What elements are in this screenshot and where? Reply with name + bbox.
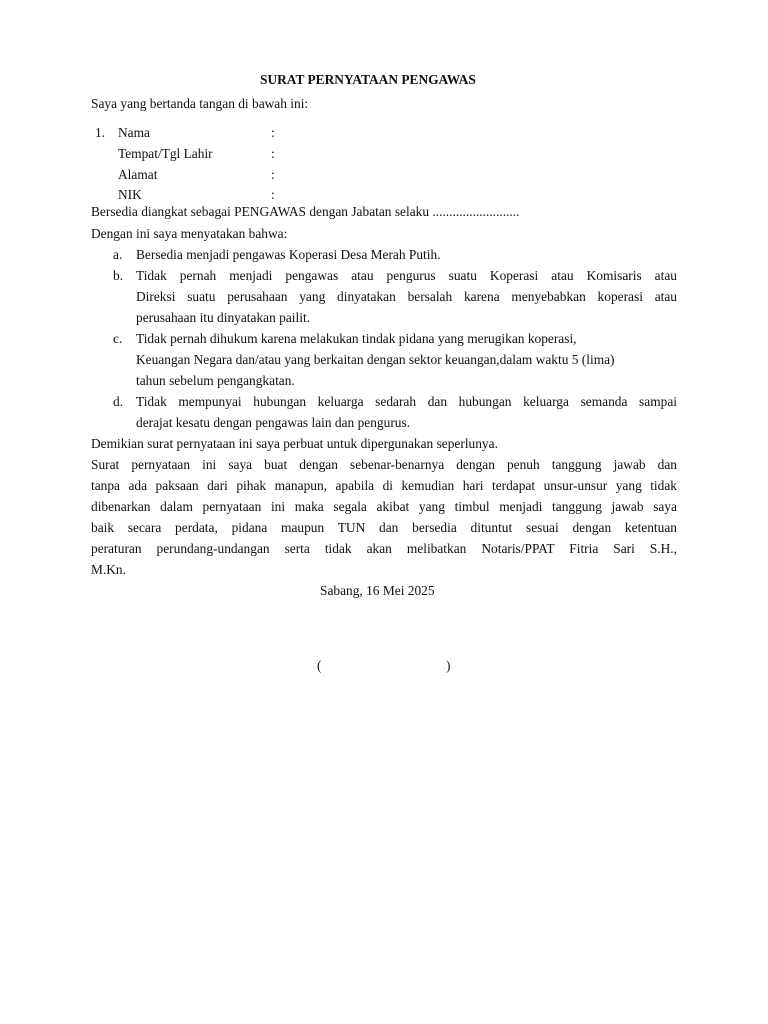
field-label-tempat-tgl-lahir: Tempat/Tgl Lahir	[118, 146, 213, 161]
point-marker-d: d.	[113, 394, 124, 409]
point-c-line: Keuangan Negara dan/atau yang berkaitan dengan sektor keuangan,dalam waktu 5 (lima)	[136, 352, 615, 367]
point-marker-a: a.	[113, 247, 123, 262]
identity-number: 1.	[95, 125, 106, 140]
declare-intro: Dengan ini saya menyatakan bahwa:	[91, 226, 288, 241]
statement-line: peraturan perundang-undangan serta tidak akan melibatkan Notaris/PPAT Fitria Sari S.H.,	[91, 541, 677, 556]
point-b-line: Direksi suatu perusahaan yang dinyatakan bersalah karena menyebabkan koperasi atau	[136, 289, 677, 304]
point-marker-b: b.	[113, 268, 124, 283]
field-label-nama: Nama	[118, 125, 150, 140]
statement-line: dibenarkan dalam pernyataan ini maka segala akibat yang timbul menjadi tanggung jawab saya	[91, 499, 677, 514]
point-b-line: perusahaan itu dinyatakan pailit.	[136, 310, 311, 325]
point-c-line: tahun sebelum pengangkatan.	[136, 373, 295, 388]
statement-line: Surat pernyataan ini saya buat dengan sebenar-benarnya dengan penuh tanggung jawab dan	[91, 457, 677, 472]
statement-line: M.Kn.	[91, 562, 126, 577]
intro-text: Saya yang bertanda tangan di bawah ini:	[91, 96, 309, 111]
statement-line: tanpa ada paksaan dari pihak manapun, apabila di kemudian hari terdapat unsur-unsur yang tidak	[91, 478, 677, 493]
closing-text: Demikian surat pernyataan ini saya perbuat untuk dipergunakan seperlunya.	[91, 436, 498, 451]
field-colon-nik: :	[271, 187, 275, 202]
field-colon-tempat-tgl-lahir: :	[271, 146, 275, 161]
point-d-line: Tidak mempunyai hubungan keluarga sedarah dan hubungan keluarga semanda sampai	[136, 394, 677, 409]
place-date: Sabang, 16 Mei 2025	[320, 583, 435, 598]
willing-statement: Bersedia diangkat sebagai PENGAWAS dengan Jabatan selaku ..........................	[91, 204, 520, 219]
signature-close-paren: )	[446, 658, 451, 673]
field-label-nik: NIK	[118, 187, 142, 202]
statement-line: baik secara perdata, pidana maupun TUN dan bersedia dituntut sesuai dengan ketentuan	[91, 520, 677, 535]
point-b-line: Tidak pernah menjadi pengawas atau pengurus suatu Koperasi atau Komisaris atau	[136, 268, 677, 283]
point-c-line: Tidak pernah dihukum karena melakukan tindak pidana yang merugikan koperasi,	[136, 331, 577, 346]
point-a-line: Bersedia menjadi pengawas Koperasi Desa Merah Putih.	[136, 247, 441, 262]
signature-open-paren: (	[317, 658, 322, 673]
field-colon-nama: :	[271, 125, 275, 140]
field-label-alamat: Alamat	[118, 167, 158, 182]
point-marker-c: c.	[113, 331, 123, 346]
field-colon-alamat: :	[271, 167, 275, 182]
document-title: SURAT PERNYATAAN PENGAWAS	[260, 72, 476, 87]
point-d-line: derajat kesatu dengan pengawas lain dan pengurus.	[136, 415, 411, 430]
